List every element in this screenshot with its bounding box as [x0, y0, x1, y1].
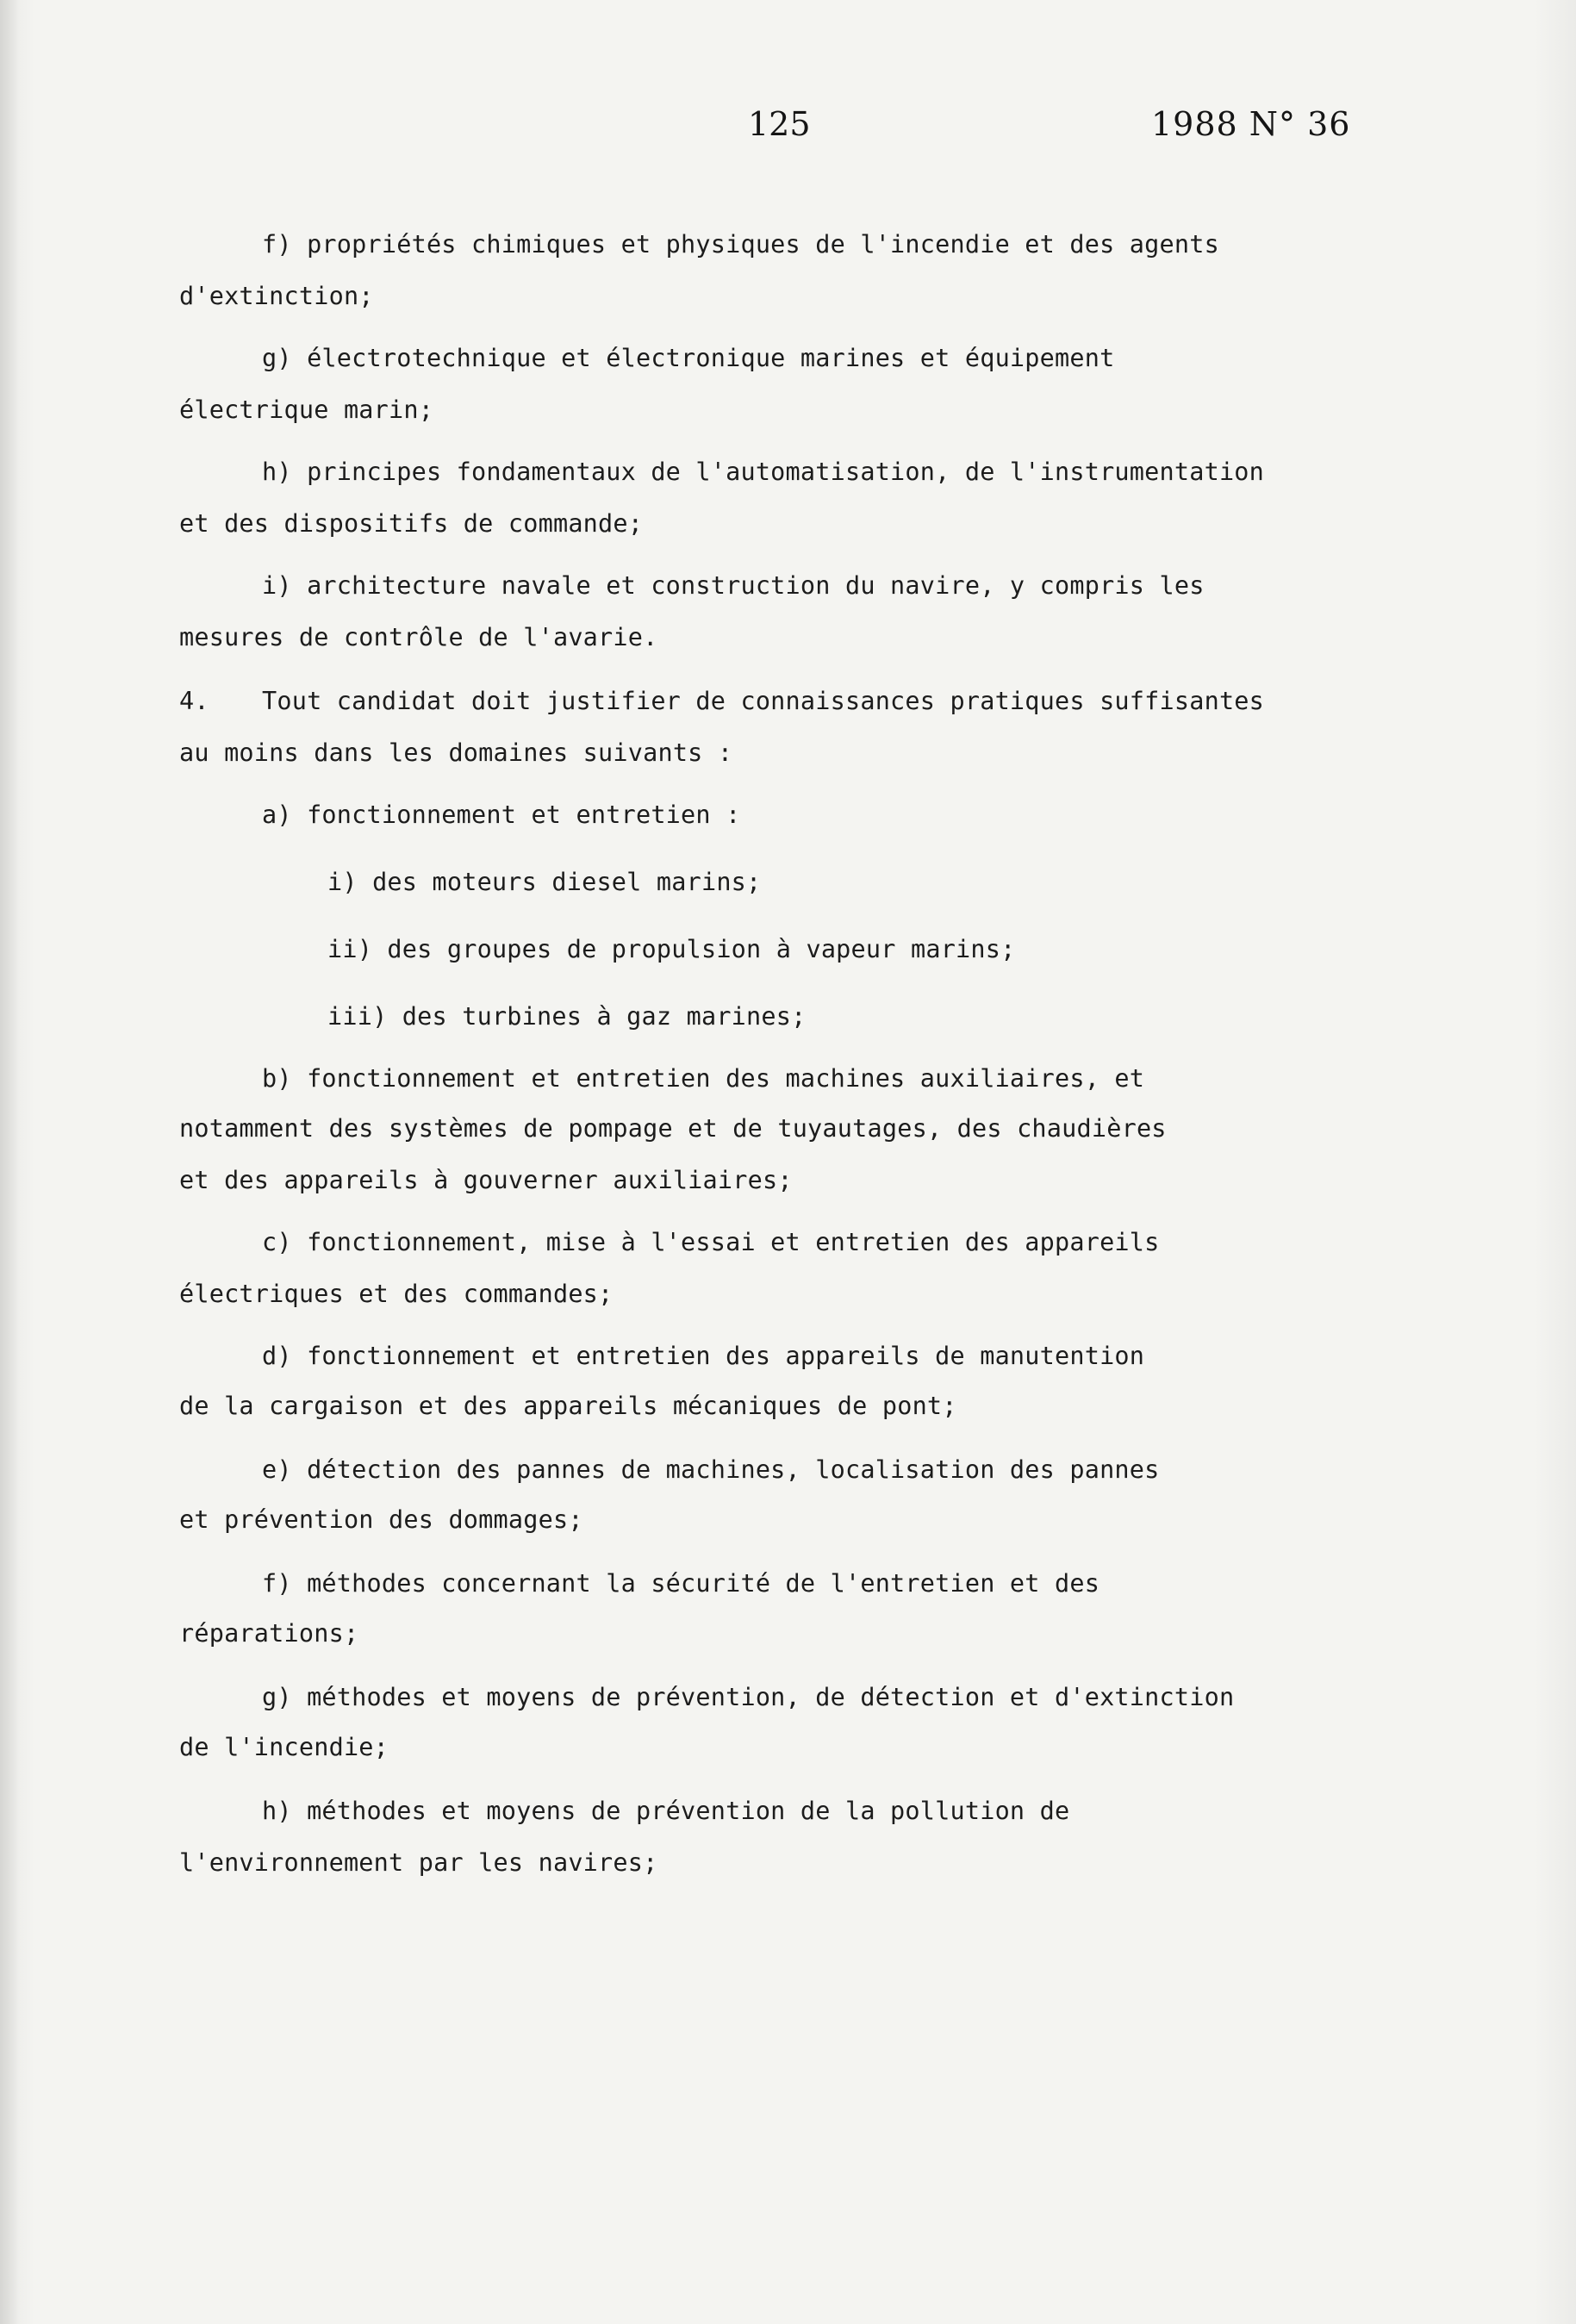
text-line: au moins dans les domaines suivants : [179, 738, 733, 767]
text-line: et des dispositifs de commande; [179, 509, 644, 538]
text-line: et prévention des dommages; [179, 1505, 583, 1534]
text-line: l'environnement par les navires; [179, 1848, 658, 1877]
document-year-number: 1988 N° 36 [1151, 105, 1351, 143]
text-line: et des appareils à gouverner auxiliaires; [179, 1166, 793, 1194]
page-number: 125 [748, 105, 811, 143]
text-line: h) principes fondamentaux de l'automatisation, de l'instrumentation [262, 458, 1265, 486]
text-line: iii) des turbines à gaz marines; [327, 1002, 807, 1031]
text-line: e) détection des pannes de machines, localisation des pannes [262, 1455, 1160, 1484]
page-edge-shadow [0, 0, 19, 2324]
text-line: d'extinction; [179, 282, 374, 310]
text-line: g) méthodes et moyens de prévention, de détection et d'extinction [262, 1683, 1235, 1711]
text-line: i) des moteurs diesel marins; [327, 868, 762, 896]
text-line: réparations; [179, 1619, 359, 1648]
text-line: f) méthodes concernant la sécurité de l'entretien et des [262, 1569, 1100, 1598]
text-line: mesures de contrôle de l'avarie. [179, 623, 658, 651]
text-line: Tout candidat doit justifier de connaissances pratiques suffisantes [262, 687, 1265, 715]
text-line: de la cargaison et des appareils mécaniques de pont; [179, 1392, 957, 1420]
text-line: i) architecture navale et construction du navire, y compris les [262, 571, 1205, 600]
text-line: h) méthodes et moyens de prévention de la pollution de [262, 1797, 1070, 1825]
page-header [0, 105, 1576, 157]
text-line: b) fonctionnement et entretien des machines auxiliaires, et [262, 1064, 1145, 1093]
text-line: ii) des groupes de propulsion à vapeur marins; [327, 935, 1016, 963]
text-line: électrique marin; [179, 396, 434, 424]
text-line: c) fonctionnement, mise à l'essai et entretien des appareils [262, 1228, 1160, 1256]
text-line: g) électrotechnique et électronique marines et équipement [262, 344, 1115, 372]
text-line: électriques et des commandes; [179, 1280, 614, 1308]
text-line: de l'incendie; [179, 1733, 389, 1761]
paragraph-number: 4. [179, 687, 209, 715]
text-line: f) propriétés chimiques et physiques de l'incendie et des agents [262, 230, 1219, 259]
text-line: a) fonctionnement et entretien : [262, 801, 741, 829]
text-line: d) fonctionnement et entretien des appareils de manutention [262, 1342, 1145, 1370]
text-line: notamment des systèmes de pompage et de tuyautages, des chaudières [179, 1114, 1167, 1143]
